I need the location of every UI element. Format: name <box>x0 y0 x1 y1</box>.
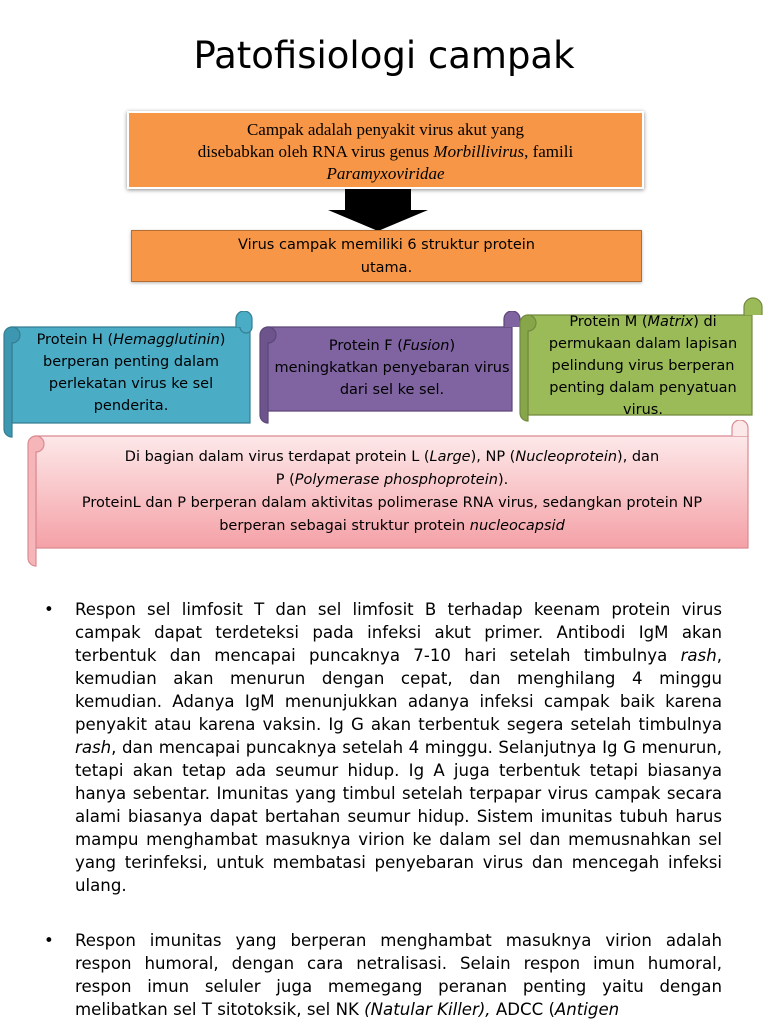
bullet-italic: (Natular Killer), <box>364 1000 491 1019</box>
protein-h-desc: berperan penting dalam perlekatan virus ke sel penderita. <box>42 354 220 414</box>
definition-line-2 <box>129 141 642 163</box>
definition-text: disebabkan oleh RNA virus genus <box>197 142 434 161</box>
protein-l-line-2 <box>40 469 744 492</box>
protein-m-scroll <box>516 297 768 423</box>
protein-h-text: ) <box>219 332 226 348</box>
definition-line-1: Campak adalah penyakit virus akut yang <box>246 120 525 139</box>
protein-h-text: Protein H ( <box>36 332 114 348</box>
protein-l-text: ), dan <box>617 449 660 465</box>
protein-f-text: ) <box>449 338 456 354</box>
protein-l-text: ), NP ( <box>470 449 516 465</box>
bullet-text: Respon sel limfosit T dan sel limfosit B terhadap keenam protein virus campak dapat terdeteksi pada infeksi akut primer. Antibodi IgM akan terbentuk dan mencapai puncaknya 7-10 hari setelah timbulnya <box>75 600 722 665</box>
bullet-text: Respon imunitas yang berperan menghambat masuknya virion adalah respon humoral, dengan cara netralisasi. Selain respon imun humoral, respon imun seluler juga memegang peranan penting yaitu dengan melibatkan sel T sitotoksik, sel NK <box>75 931 722 1019</box>
definition-box <box>127 111 644 189</box>
definition-text: , famili <box>524 142 574 161</box>
protein-f-desc: meningkatkan penyebaran virus dari sel ke sel. <box>274 360 510 398</box>
genus-name: Morbillivirus <box>433 142 525 161</box>
protein-m-italic: Matrix <box>647 314 694 330</box>
protein-f-title <box>272 335 512 357</box>
protein-l-text: Di bagian dalam virus terdapat protein L ( <box>124 449 430 465</box>
definition-line-3 <box>129 163 642 185</box>
structure-line-1: Virus campak memiliki 6 struktur protein <box>238 237 535 253</box>
bullet-list <box>44 598 722 1021</box>
bullet-italic: rash <box>680 646 717 665</box>
protein-h-title <box>14 329 248 351</box>
down-arrow-icon <box>328 189 428 231</box>
bullet-marker: • <box>44 931 54 950</box>
protein-h-italic: Hemagglutinin <box>113 332 220 348</box>
protein-m-text: ) di <box>693 314 717 330</box>
protein-f-scroll <box>256 311 526 427</box>
protein-l-italic: Polymerase phosphoprotein <box>294 472 498 488</box>
protein-f-italic: Fusion <box>402 338 450 354</box>
bullet-italic: Antigen <box>554 1000 620 1019</box>
protein-m-desc: permukaan dalam lapisan pelindung virus berperan penting dalam penyatuan virus. <box>548 336 738 418</box>
protein-l-line-1 <box>40 446 744 469</box>
protein-l-scroll <box>26 420 754 570</box>
protein-f-text: Protein F ( <box>328 338 403 354</box>
bullet-item-immune-response <box>44 598 722 897</box>
bullet-item-humoral-response <box>44 929 722 1021</box>
protein-l-line-4 <box>40 515 744 538</box>
protein-l-text: ). <box>497 472 509 488</box>
protein-l-italic: Large <box>429 449 471 465</box>
structure-line-2: utama. <box>360 260 413 276</box>
protein-m-title <box>538 311 748 333</box>
protein-l-text: P ( <box>275 472 295 488</box>
protein-l-italic: nucleocapsid <box>469 518 565 534</box>
protein-l-text: berperan sebagai struktur protein <box>219 518 470 534</box>
bullet-marker: • <box>44 600 54 619</box>
protein-l-italic: Nucleoprotein <box>515 449 618 465</box>
bullet-text: , kemudian akan menurun dengan cepat, dan menghilang 4 minggu kemudian. Adanya IgM menunjukkan adanya infeksi campak baik karena penyakit atau karena vaksin. Ig G akan terbentuk segera setelah timbulnya <box>75 646 722 734</box>
protein-l-line-3: ProteinL dan P berperan dalam aktivitas polimerase RNA virus, sedangkan protein NP <box>81 495 703 511</box>
protein-m-text: Protein M ( <box>569 314 648 330</box>
bullet-italic: rash <box>75 738 112 757</box>
bullet-text: ADCC ( <box>490 1000 555 1019</box>
protein-structure-box <box>131 230 642 282</box>
family-name: Paramyxoviridae <box>326 164 445 183</box>
bullet-text: , dan mencapai puncaknya setelah 4 minggu. Selanjutnya Ig G menurun, tetapi akan tetap ada seumur hidup. Ig A juga terbentuk tetapi biasanya hanya sebentar. Imunitas yang timbul setelah terpapar virus campak secara alami biasanya dapat bertahan seumur hidup. Sistem imunitas tubuh harus mampu menghambat masuknya virion ke dalam sel dan memusnahkan sel yang terinfeksi, untuk membatasi penyebaran virus dan mencegah infeksi ulang. <box>75 738 722 895</box>
page-title: Patofisiologi campak <box>193 34 575 77</box>
